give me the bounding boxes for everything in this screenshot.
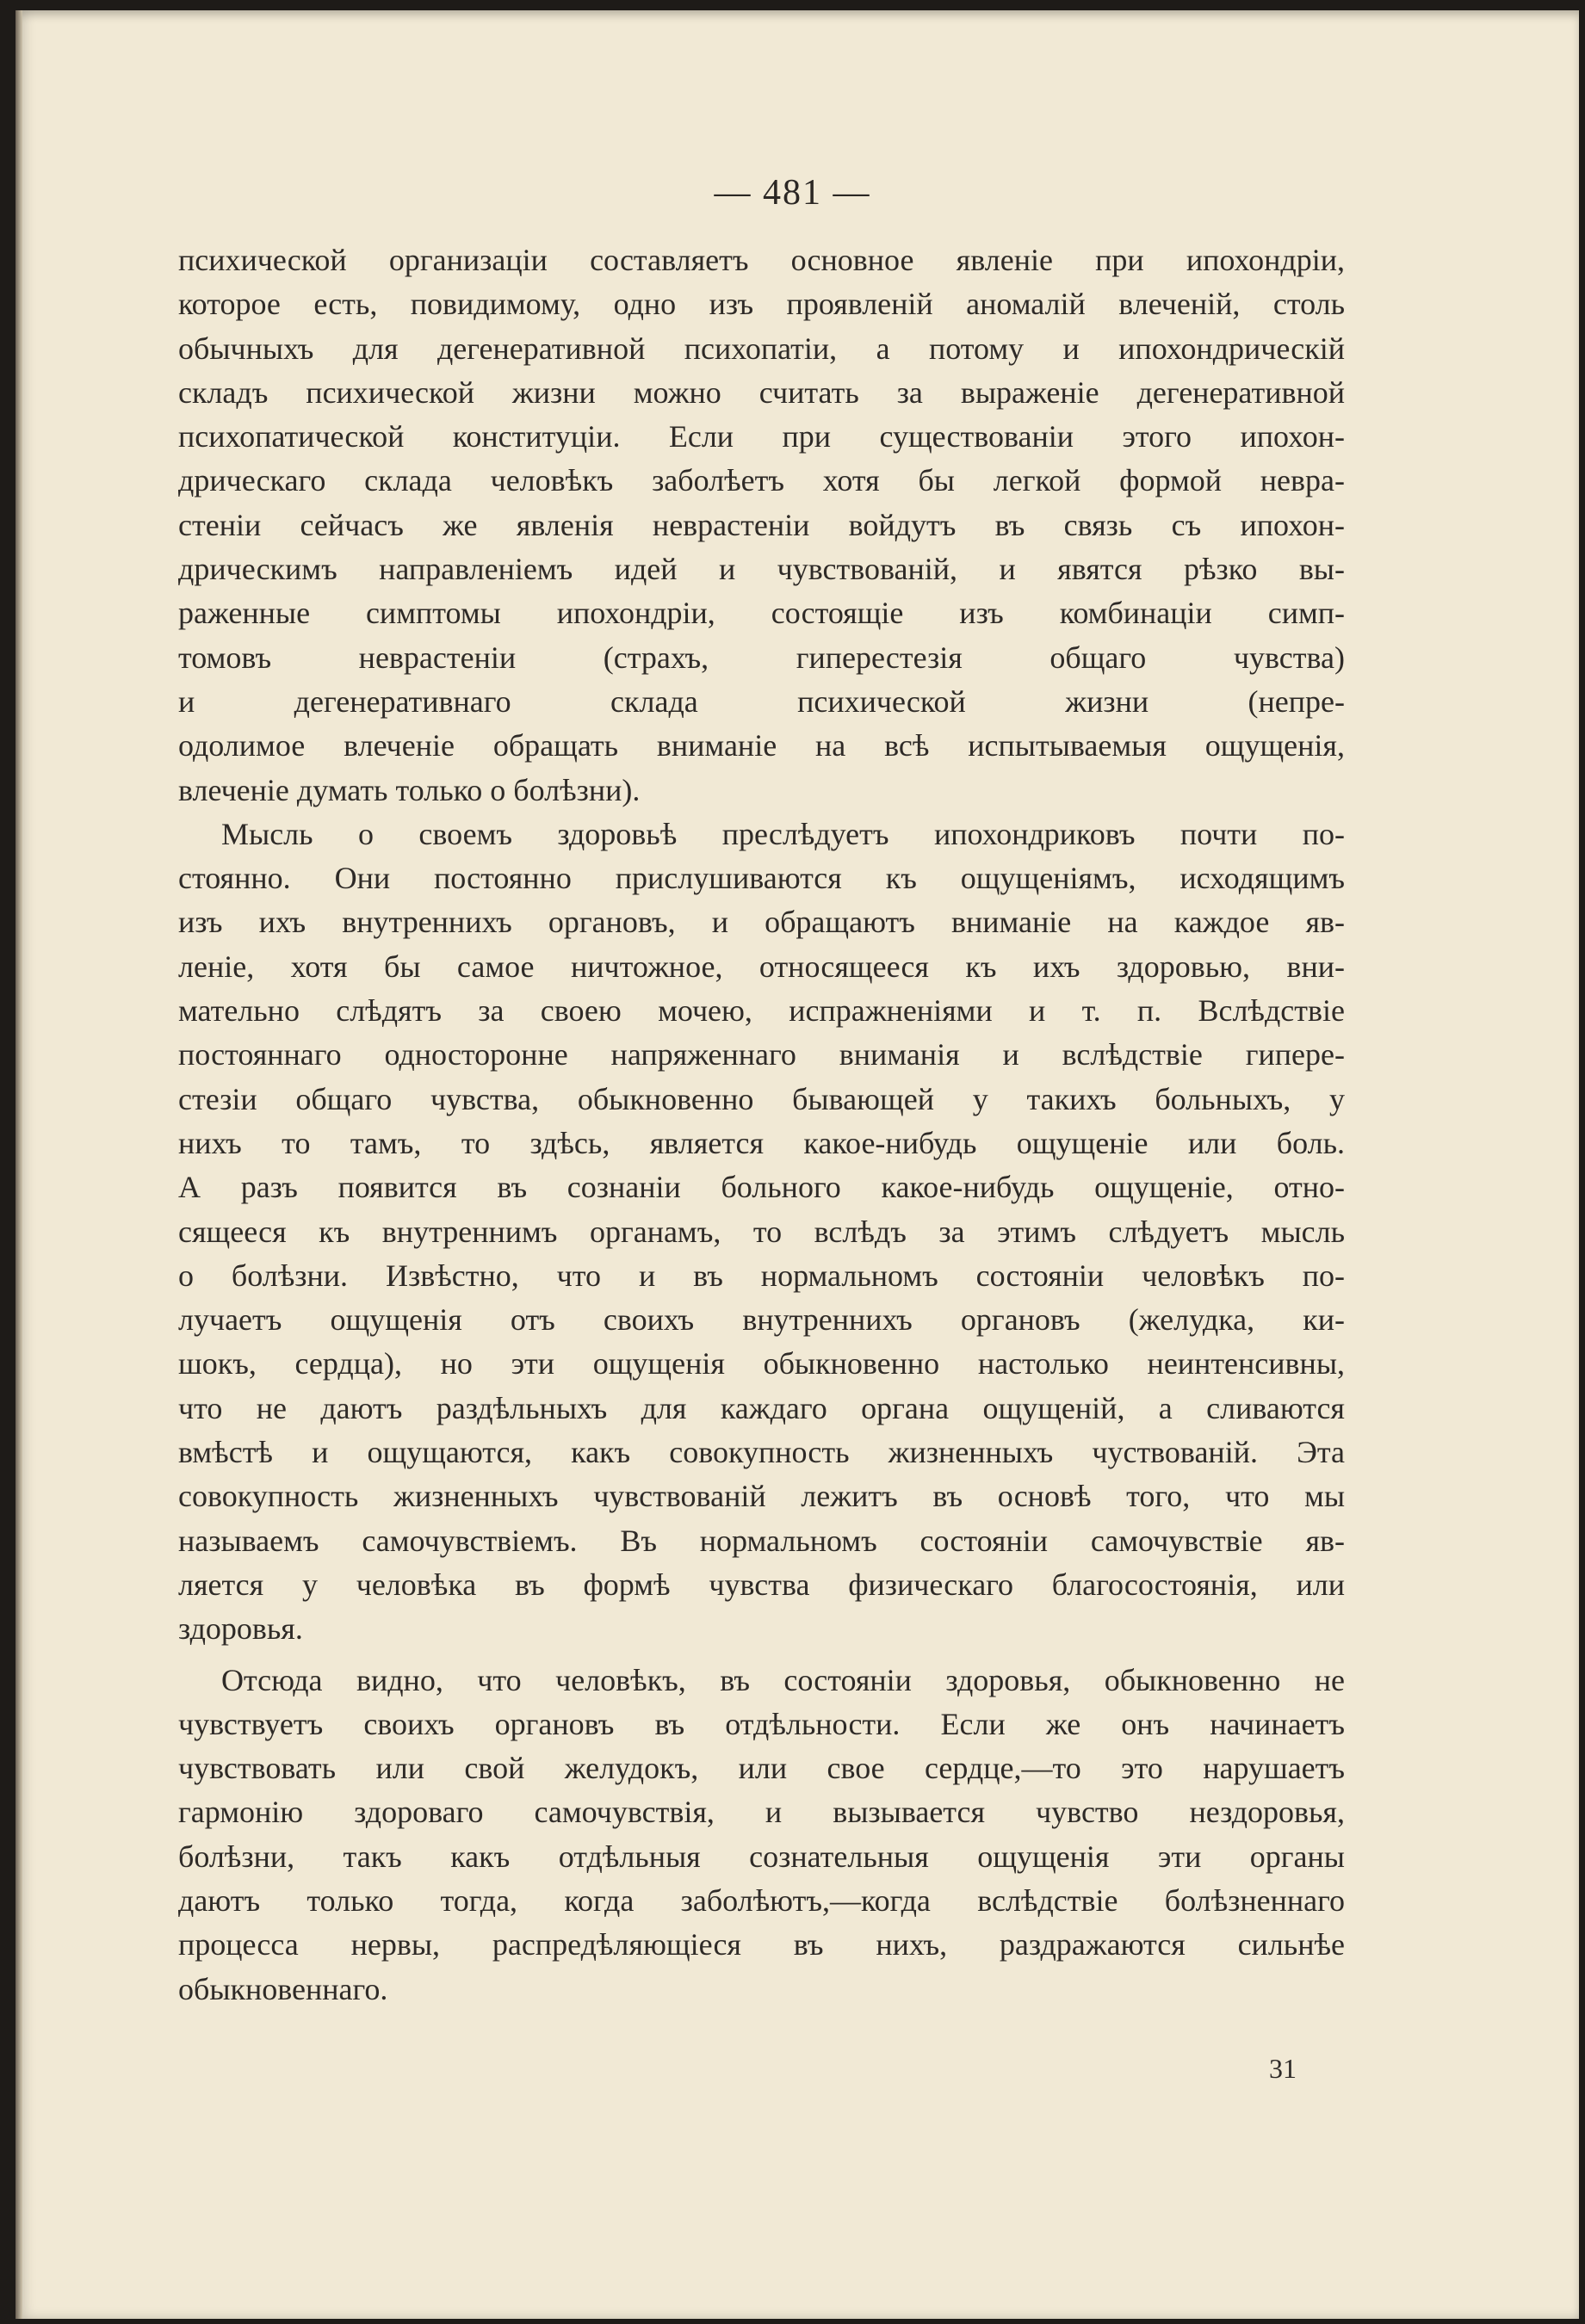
signature-mark: 31 [1269,2053,1297,2084]
text-line: стезіи общаго чувства, обыкновенно бывающей у такихъ больныхъ, у [178,1081,1345,1116]
page-number-header: — 481 — [714,173,871,213]
text-line: А разъ появится въ сознаніи больного какое-нибудь ощущеніе, отно- [178,1170,1345,1205]
text-line: изъ ихъ внутреннихъ органовъ, и обращаютъ вниманіе на каждое яв- [178,905,1345,940]
page-binding-edge [15,10,22,2319]
text-line: психопатической конституціи. Если при существованіи этого ипохон- [178,419,1345,454]
text-line: здоровья. [178,1611,303,1647]
text-line: стоянно. Они постоянно прислушиваются къ ощущеніямъ, исходящимъ [178,861,1345,896]
text-line: Отсюда видно, что человѣкъ, въ состояніи здоровья, обыкновенно не [221,1662,1345,1697]
text-line: постояннаго односторонне напряженнаго вниманія и вслѣдствіе гипере- [178,1037,1345,1072]
text-line: и дегенеративнаго склада психической жизни (непре- [178,683,1345,719]
text-line: дрическаго склада человѣкъ заболѣетъ хотя бы легкой формой невра- [178,463,1345,498]
text-line: сящееся къ внутреннимъ органамъ, то вслѣдъ за этимъ слѣдуетъ мысль [178,1214,1345,1249]
text-line: дрическимъ направленіемъ идей и чувствованій, и явятся рѣзко вы- [178,552,1345,587]
text-line: чувствуетъ своихъ органовъ въ отдѣльности. Если же онъ начинаетъ [178,1706,1345,1741]
text-line: стеніи сейчасъ же явленія неврастеніи войдутъ въ связь съ ипохон- [178,507,1345,542]
text-line: называемъ самочувствіемъ. Въ нормальномъ состояніи самочувствіе яв- [178,1523,1345,1558]
text-line: болѣзни, такъ какъ отдѣльныя сознательныя ощущенія эти органы [178,1839,1345,1874]
text-line: обыкновеннаго. [178,1971,388,2006]
text-line: что не даютъ раздѣльныхъ для каждаго органа ощущеній, а сливаются [178,1390,1345,1425]
text-line: складъ психической жизни можно считать за выраженіе дегенеративной [178,374,1345,410]
text-line: Мысль о своемъ здоровьѣ преслѣдуетъ ипохондриковъ почти по- [221,816,1345,851]
text-line: леніе, хотя бы самое ничтожное, относящееся къ ихъ здоровью, вни- [178,949,1345,984]
text-line: совокупность жизненныхъ чувствованій лежитъ въ основѣ того, что мы [178,1479,1345,1514]
text-line: шокъ, сердца), но эти ощущенія обыкновенно настолько неинтенсивны, [178,1346,1345,1381]
text-line: влеченіе думать только о болѣзни). [178,772,641,807]
text-line: лучаетъ ощущенія отъ своихъ внутреннихъ органовъ (желудка, ки- [178,1302,1345,1338]
text-line: даютъ только тогда, когда заболѣютъ,—когда вслѣдствіе болѣзненнаго [178,1882,1345,1918]
text-line: о болѣзни. Извѣстно, что и въ нормальномъ состояніи человѣкъ по- [178,1258,1345,1293]
text-line: процесса нервы, распредѣляющіеся въ нихъ, раздражаются сильнѣе [178,1927,1345,1962]
text-line: раженные симптомы ипохондріи, состоящіе изъ комбинаціи симп- [178,596,1345,631]
text-line: томовъ неврастеніи (страхъ, гиперестезія общаго чувства) [178,640,1345,675]
text-line: психической организаціи составляетъ основное явленіе при ипохондріи, [178,243,1345,277]
text-line: нихъ то тамъ, то здѣсь, является какое-нибудь ощущеніе или боль. [178,1125,1345,1160]
text-line: мательно слѣдятъ за своею мочею, испражненіями и т. п. Вслѣдствіе [178,993,1345,1029]
text-line: обычныхъ для дегенеративной психопатіи, а потому и ипохондрическій [178,331,1345,366]
text-line: вмѣстѣ и ощущаются, какъ совокупность жизненныхъ чуствованій. Эта [178,1435,1345,1470]
text-line: ляется у человѣка въ формѣ чувства физическаго благосостоянія, или [178,1567,1345,1602]
text-line: одолимое влеченіе обращать вниманіе на всѣ испытываемыя ощущенія, [178,728,1345,763]
text-line: гармонію здороваго самочувствія, и вызывается чувство нездоровья, [178,1795,1345,1830]
text-line: которое есть, повидимому, одно изъ проявленій аномалій влеченій, столь [178,287,1345,322]
text-line: чувствовать или свой желудокъ, или свое сердце,—то это нарушаетъ [178,1751,1345,1786]
body-text [178,238,1345,2012]
